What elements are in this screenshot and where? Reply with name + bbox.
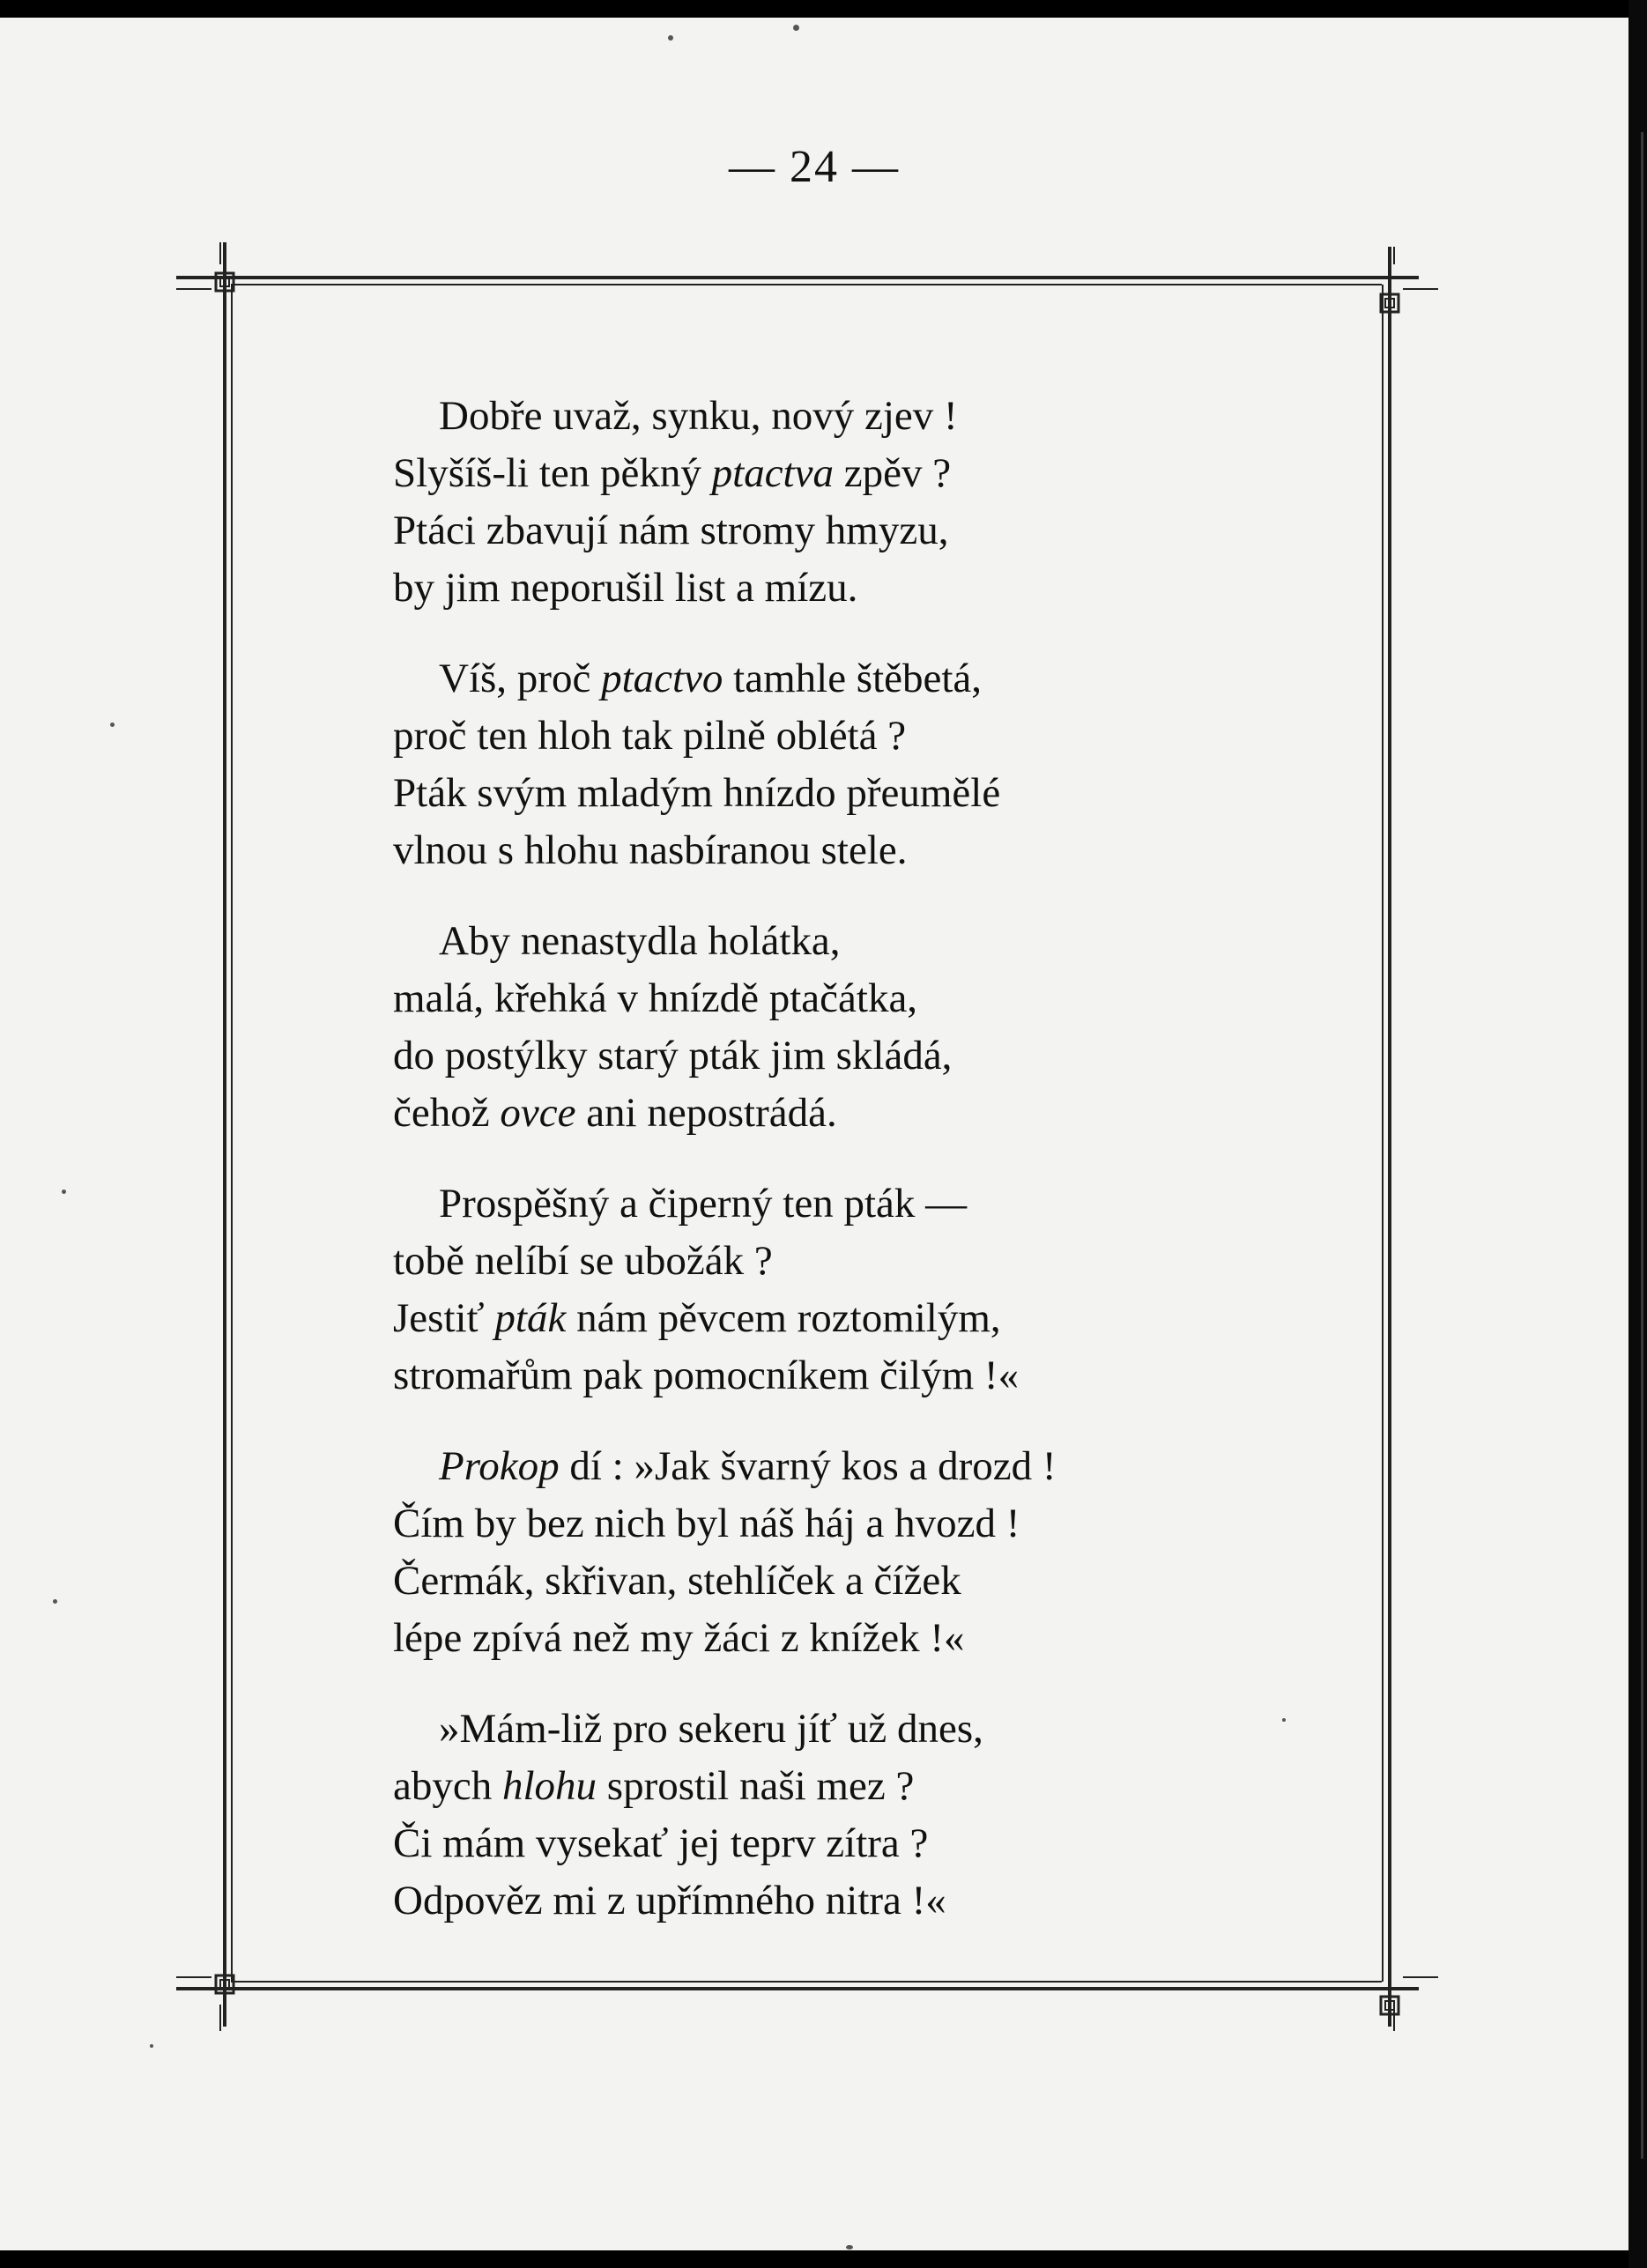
italic-word: hlohu [501,1763,597,1809]
poem-line [393,1758,1274,1815]
poem-line [393,913,1274,970]
poem-line [393,1701,1274,1758]
poem-line [393,1027,1274,1085]
line-text: nám pěvcem roztomilým, [566,1295,1001,1341]
line-text: Čermák, skřivan, stehlíček a čížek [393,1558,961,1604]
spine-line [1641,132,1643,2159]
poem-line [393,1438,1274,1495]
scan-speck [668,35,673,41]
scan-speck [53,1599,57,1604]
page-number: — 24 — [729,142,900,192]
poem-line [393,765,1274,822]
poem [393,388,1274,1963]
poem-line [393,1085,1274,1142]
line-text: malá, křehká v hnízdě ptačátka, [393,975,918,1021]
line-text: by jim neporušil list a mízu. [393,565,858,611]
scan-speck [110,723,115,727]
italic-word: ptactvo [601,656,723,701]
poem-line [393,1233,1274,1290]
poem-line [393,445,1274,502]
line-text: »Mám-liž pro sekeru jíť už dnes, [439,1706,983,1752]
line-text: Dobře uvaž, synku, nový zjev ! [439,393,958,439]
line-text: stromařům pak pomocníkem čilým !« [393,1353,1020,1398]
book-page [0,18,1628,2250]
poem-line [393,1610,1274,1667]
line-text: do postýlky starý pták jim skládá, [393,1033,953,1078]
stanza [393,913,1274,1142]
line-text: Čím by bez nich byl náš háj a hvozd ! [393,1501,1020,1546]
line-text: tamhle štěbetá, [723,656,983,701]
stanza [393,388,1274,617]
line-text: tobě nelíbí se ubožák ? [393,1238,773,1284]
stanza [393,1438,1274,1667]
poem-line [393,1553,1274,1610]
stanza [393,650,1274,879]
scan-speck [62,1190,66,1194]
line-text: čehož [393,1090,501,1136]
line-text: Či mám vysekať jej teprv zítra ? [393,1820,929,1866]
poem-line [393,1175,1274,1233]
poem-line [393,560,1274,617]
poem-line [393,1290,1274,1347]
poem-line [393,502,1274,560]
poem-line [393,708,1274,765]
poem-line [393,388,1274,445]
scan-speck [846,2245,853,2249]
line-text: vlnou s hlohu nasbíranou stele. [393,827,908,873]
italic-word: ovce [500,1090,576,1136]
stanza [393,1175,1274,1405]
line-text: proč ten hloh tak pilně oblétá ? [393,713,907,759]
line-text: sprostil naši mez ? [597,1763,915,1809]
line-text: Jestiť [393,1295,495,1341]
line-text: dí : »Jak švarný kos a drozd ! [559,1443,1057,1489]
line-text: Pták svým mladým hnízdo přeumělé [393,770,1001,816]
italic-word: pták [494,1295,567,1341]
scan-speck [793,25,799,31]
poem-line [393,970,1274,1027]
line-text: Slyšíš-li ten pěkný [393,450,712,496]
italic-word: ptactva [711,450,834,496]
line-text: Odpověz mi z upřímného nitra !« [393,1878,946,1923]
scan-edge [1628,0,1647,2268]
line-text: ani nepostrádá. [575,1090,837,1136]
line-text: abych [393,1763,502,1809]
italic-word: Prokop [439,1443,560,1489]
line-text: Prospěšný a čiperný ten pták — [439,1181,968,1227]
line-text: zpěv ? [833,450,952,496]
poem-line [393,650,1274,708]
poem-line [393,1872,1274,1930]
poem-line [393,1815,1274,1872]
poem-line [393,1495,1274,1553]
line-text: lépe zpívá než my žáci z knížek !« [393,1615,965,1661]
line-text: Ptáci zbavují nám stromy hmyzu, [393,508,949,553]
stanza [393,1701,1274,1930]
poem-line [393,822,1274,879]
scan-speck [150,2044,153,2048]
scan-speck [1282,1718,1286,1722]
line-text: Víš, proč [439,656,602,701]
poem-line [393,1347,1274,1405]
line-text: Aby nenastydla holátka, [439,918,841,964]
